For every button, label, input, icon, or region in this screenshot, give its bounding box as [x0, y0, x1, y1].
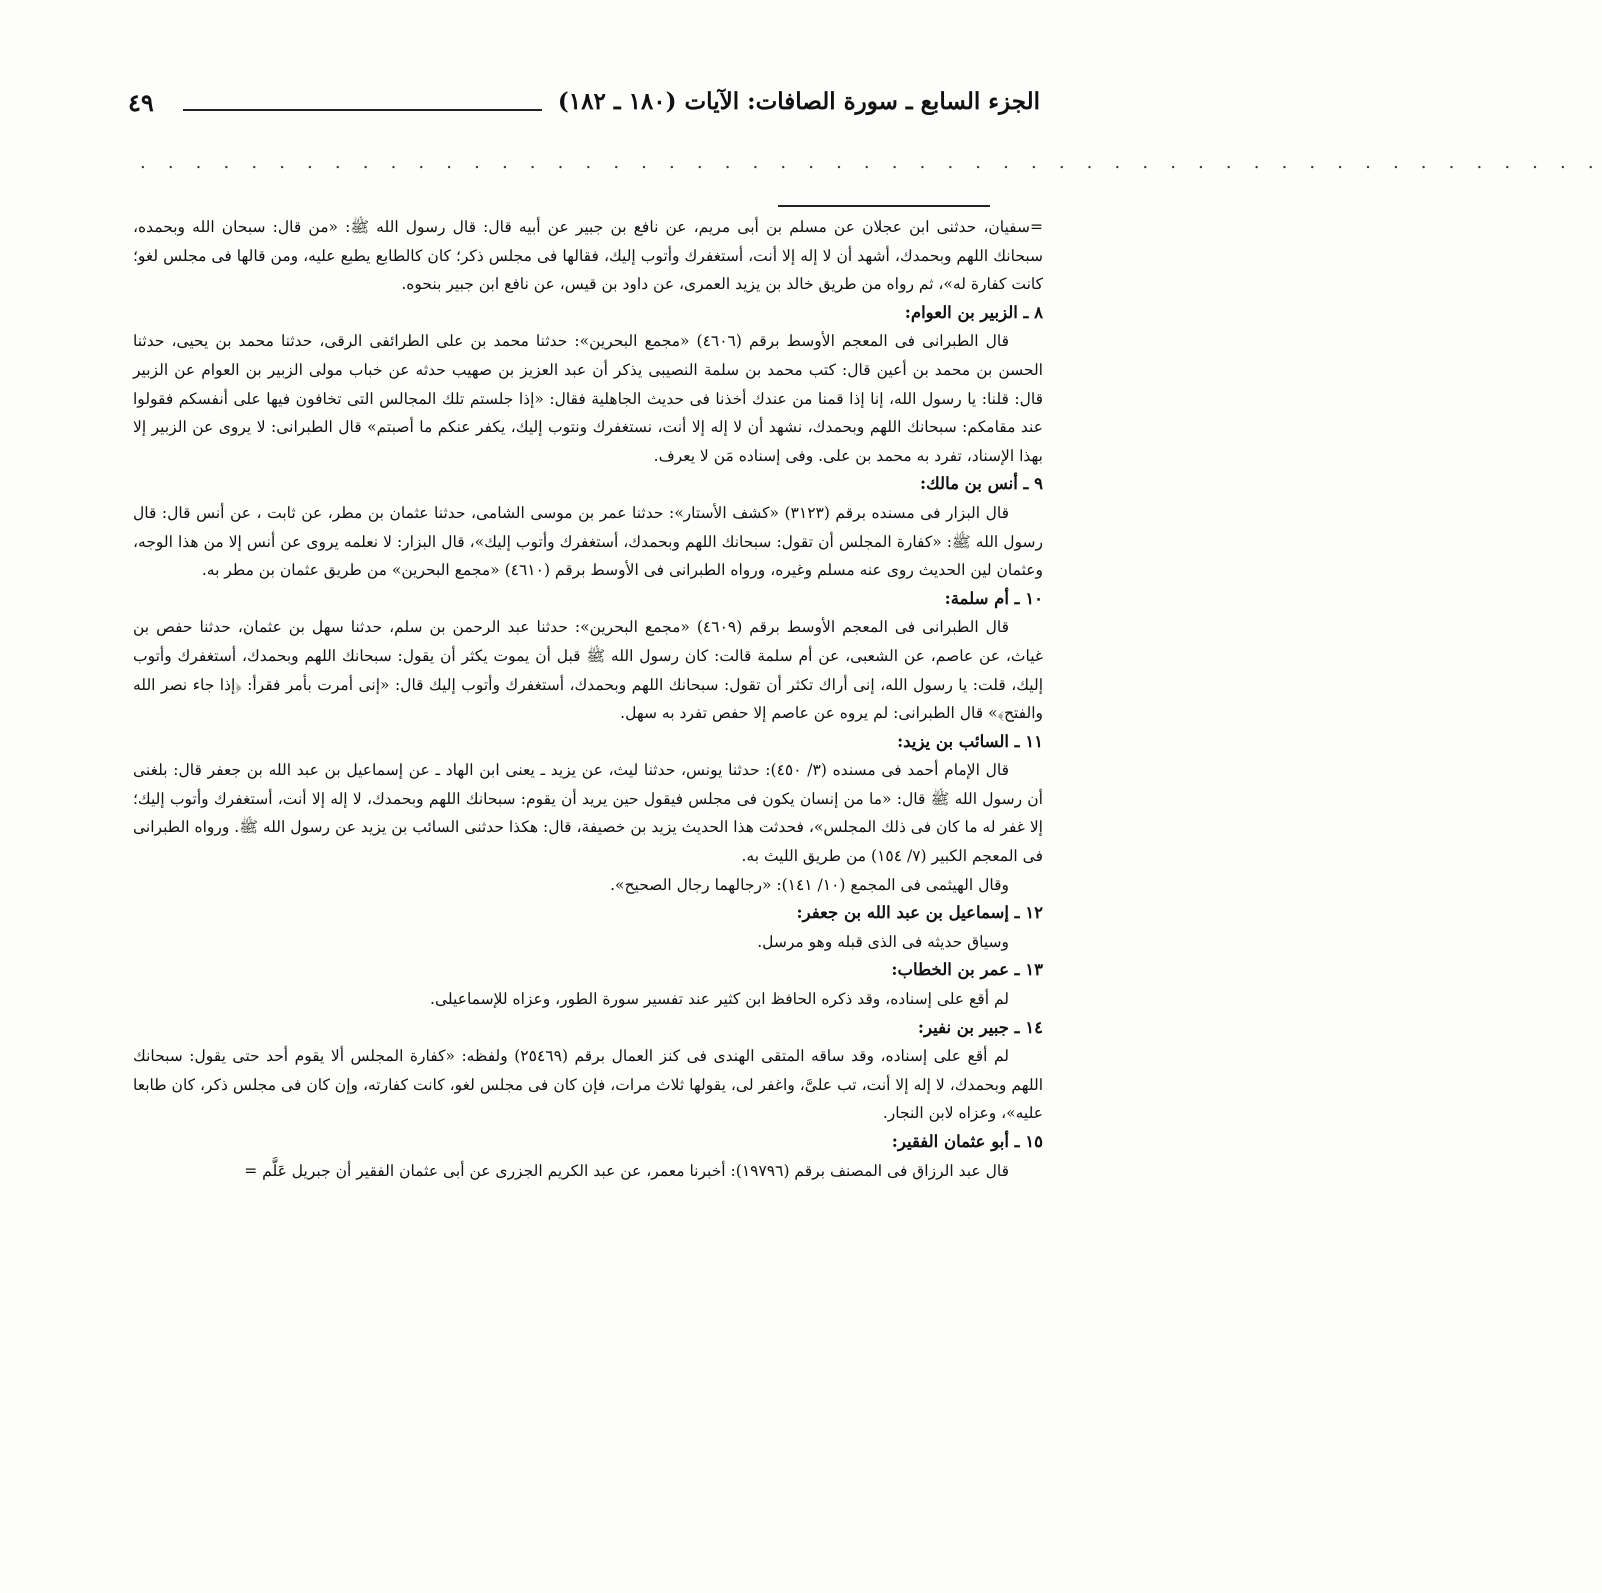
- running-header-title: الجزء السابع ـ سورة الصافات: الآيات (١٨٠ ـ ١٨٢): [557, 88, 1040, 115]
- section-heading: ١٤ ـ جبير بن نفير:: [917, 1017, 1043, 1037]
- paragraph: لم أقع على إسناده، وقد ساقه المتقى الهندى فى كنز العمال برقم (٢٥٤٦٩) ولفظه: «كفارة المجلس ألا يقوم أحد حتى يقول: سبحانك اللهم وبحمدك، لا إله إلا أنت، تب علىَّ، واغفر لى، يقولها ثلاث مرات، فإن كان فى مجلس لغو، كانت كفارته، وإن كان فى مجلس ذكر، كان طابعا عليه»، وعزاه لابن النجار.: [133, 1047, 1043, 1123]
- page-number: ٤٩: [128, 88, 154, 117]
- paragraph: قال الإمام أحمد فى مسنده (٣/ ٤٥٠): حدثنا يونس، حدثنا ليث، عن يزيد ـ يعنى ابن الهاد ـ عن إسماعيل بن عبد الله بن جعفر قال: بلغنى أن رسول الله ﷺ قال: «ما من إنسان يكون فى مجلس فيقول حين يريد أن يقوم: سبحانك اللهم وبحمدك، لا إله إلا أنت، أستغفرك وأتوب إليك؛ إلا غفر له ما كان فى ذلك المجلس»، فحدثت هذا الحديث يزيد بن خصيفة، قال: هكذا حدثنى السائب بن يزيد عن رسول الله ﷺ. ورواه الطبرانى فى المعجم الكبير (٧/ ١٥٤) من طريق الليث به.: [133, 761, 1043, 866]
- paragraph: وقال الهيثمى فى المجمع (١٠/ ١٤١): «رجالهما رجال الصحيح».: [610, 875, 1009, 894]
- dotted-separator: . . . . . . . . . . . . . . . . . . . . . . . . . . . . . . . . . . . . . . . . . . . . . . . . . . . . .: [140, 152, 1602, 173]
- paragraph: قال الطبرانى فى المعجم الأوسط برقم (٤٦٠٩) «مجمع البحرين»: حدثنا عبد الرحمن بن سلم، حدثنا سهل بن عثمان، حدثنا حفص بن غياث، عن عاصم، عن الشعبى، عن أم سلمة قالت: كان رسول الله ﷺ قبل أن يموت يكثر أن يقول: سبحانك اللهم وبحمدك، أستغفرك وأتوب إليك، قلت: يا رسول الله، إنى أراك تكثر أن تقول: سبحانك اللهم وبحمدك، أستغفرك وأتوب إليك قال: «إنى أمرت بأمر فقرأ: ﴿إذا جاء نصر الله والفتح﴾» قال الطبرانى: لم يروه عن عاصم إلا حفص تفرد به سهل.: [133, 618, 1043, 723]
- section-heading: ١٠ ـ أم سلمة:: [944, 588, 1043, 608]
- paragraph: لم أقع على إسناده، وقد ذكره الحافظ ابن كثير عند تفسير سورة الطور، وعزاه للإسماعيلى.: [430, 990, 1009, 1009]
- section-heading: ٩ ـ أنس بن مالك:: [920, 474, 1043, 494]
- paragraph: وسياق حديثه فى الذى قبله وهو مرسل.: [757, 932, 1009, 951]
- section-heading: ١٥ ـ أبو عثمان الفقير:: [891, 1132, 1043, 1151]
- page-header: [128, 88, 1040, 128]
- footnote-rule: [778, 205, 990, 207]
- footnote-body: [133, 213, 1043, 1185]
- section-heading: ١٢ ـ إسماعيل بن عبد الله بن جعفر:: [796, 903, 1043, 923]
- paragraph: =سفيان، حدثنى ابن عجلان عن مسلم بن أبى مريم، عن نافع بن جبير عن أبيه قال: قال رسول الله ﷺ: «من قال: سبحان الله وبحمده، سبحانك اللهم وبحمدك، أشهد أن لا إله إلا أنت، أستغفرك وأتوب إليك، فقالها فى مجلس ذكر؛ كان كالطابع يطبع عليه، ومن قالها فى مجلس لغو؛ كانت كفارة له»، ثم رواه من طريق خالد بن يزيد العمرى، عن داود بن قيس، عن نافع ابن جبير بنحوه.: [133, 218, 1043, 294]
- paragraph: قال الطبرانى فى المعجم الأوسط برقم (٤٦٠٦) «مجمع البحرين»: حدثنا محمد بن على الطرائفى الرقى، حدثنا محمد بن يحيى، حدثنا الحسن بن محمد بن أعين قال: كتب محمد بن سلمة النصيبى يذكر أن عبد العزيز بن صهيب حدثه عن خباب مولى الزبير بن العوام عن الزبير قال: قلنا: يا رسول الله، إنا إذا قمنا من عندك أخذنا فى حديث الجاهلية فقال: «إذا جلستم تلك المجالس التى تخافون فيها على أنفسكم فقولوا عند مقامكم: سبحانك اللهم وبحمدك، نشهد أن لا إله إلا أنت، نستغفرك ونتوب إليك، يكفر عنكم ما أصبتم» قال الطبرانى: لا يروى عن الزبير إلا بهذا الإسناد، تفرد به محمد بن على. وفى إسناده مَن لا يعرف.: [133, 332, 1043, 465]
- section-heading: ٨ ـ الزبير بن العوام:: [904, 302, 1043, 322]
- section-heading: ١١ ـ السائب بن يزيد:: [897, 731, 1043, 751]
- section-heading: ١٣ ـ عمر بن الخطاب:: [891, 960, 1043, 980]
- paragraph: قال عبد الرزاق فى المصنف برقم (١٩٧٩٦): أخبرنا معمر، عن عبد الكريم الجزرى عن أبى عثمان الفقير أن جبريل عَلَّم =: [244, 1161, 1009, 1180]
- paragraph: قال البزار فى مسنده برقم (٣١٢٣) «كشف الأستار»: حدثنا عمر بن موسى الشامى، حدثنا عثمان بن مطر، عن ثابت ، عن أنس قال: قال رسول الله ﷺ: «كفارة المجلس أن تقول: سبحانك اللهم وبحمدك، أستغفرك وأتوب إليك»، قال البزار: لا نعلمه يروى عن أنس إلا من هذا الوجه، وعثمان لين الحديث روى عنه مسلم وغيره، ورواه الطبرانى فى الأوسط برقم (٤٦١٠) «مجمع البحرين» من طريق عثمان بن مطر به.: [133, 503, 1043, 580]
- header-rule: [183, 109, 542, 111]
